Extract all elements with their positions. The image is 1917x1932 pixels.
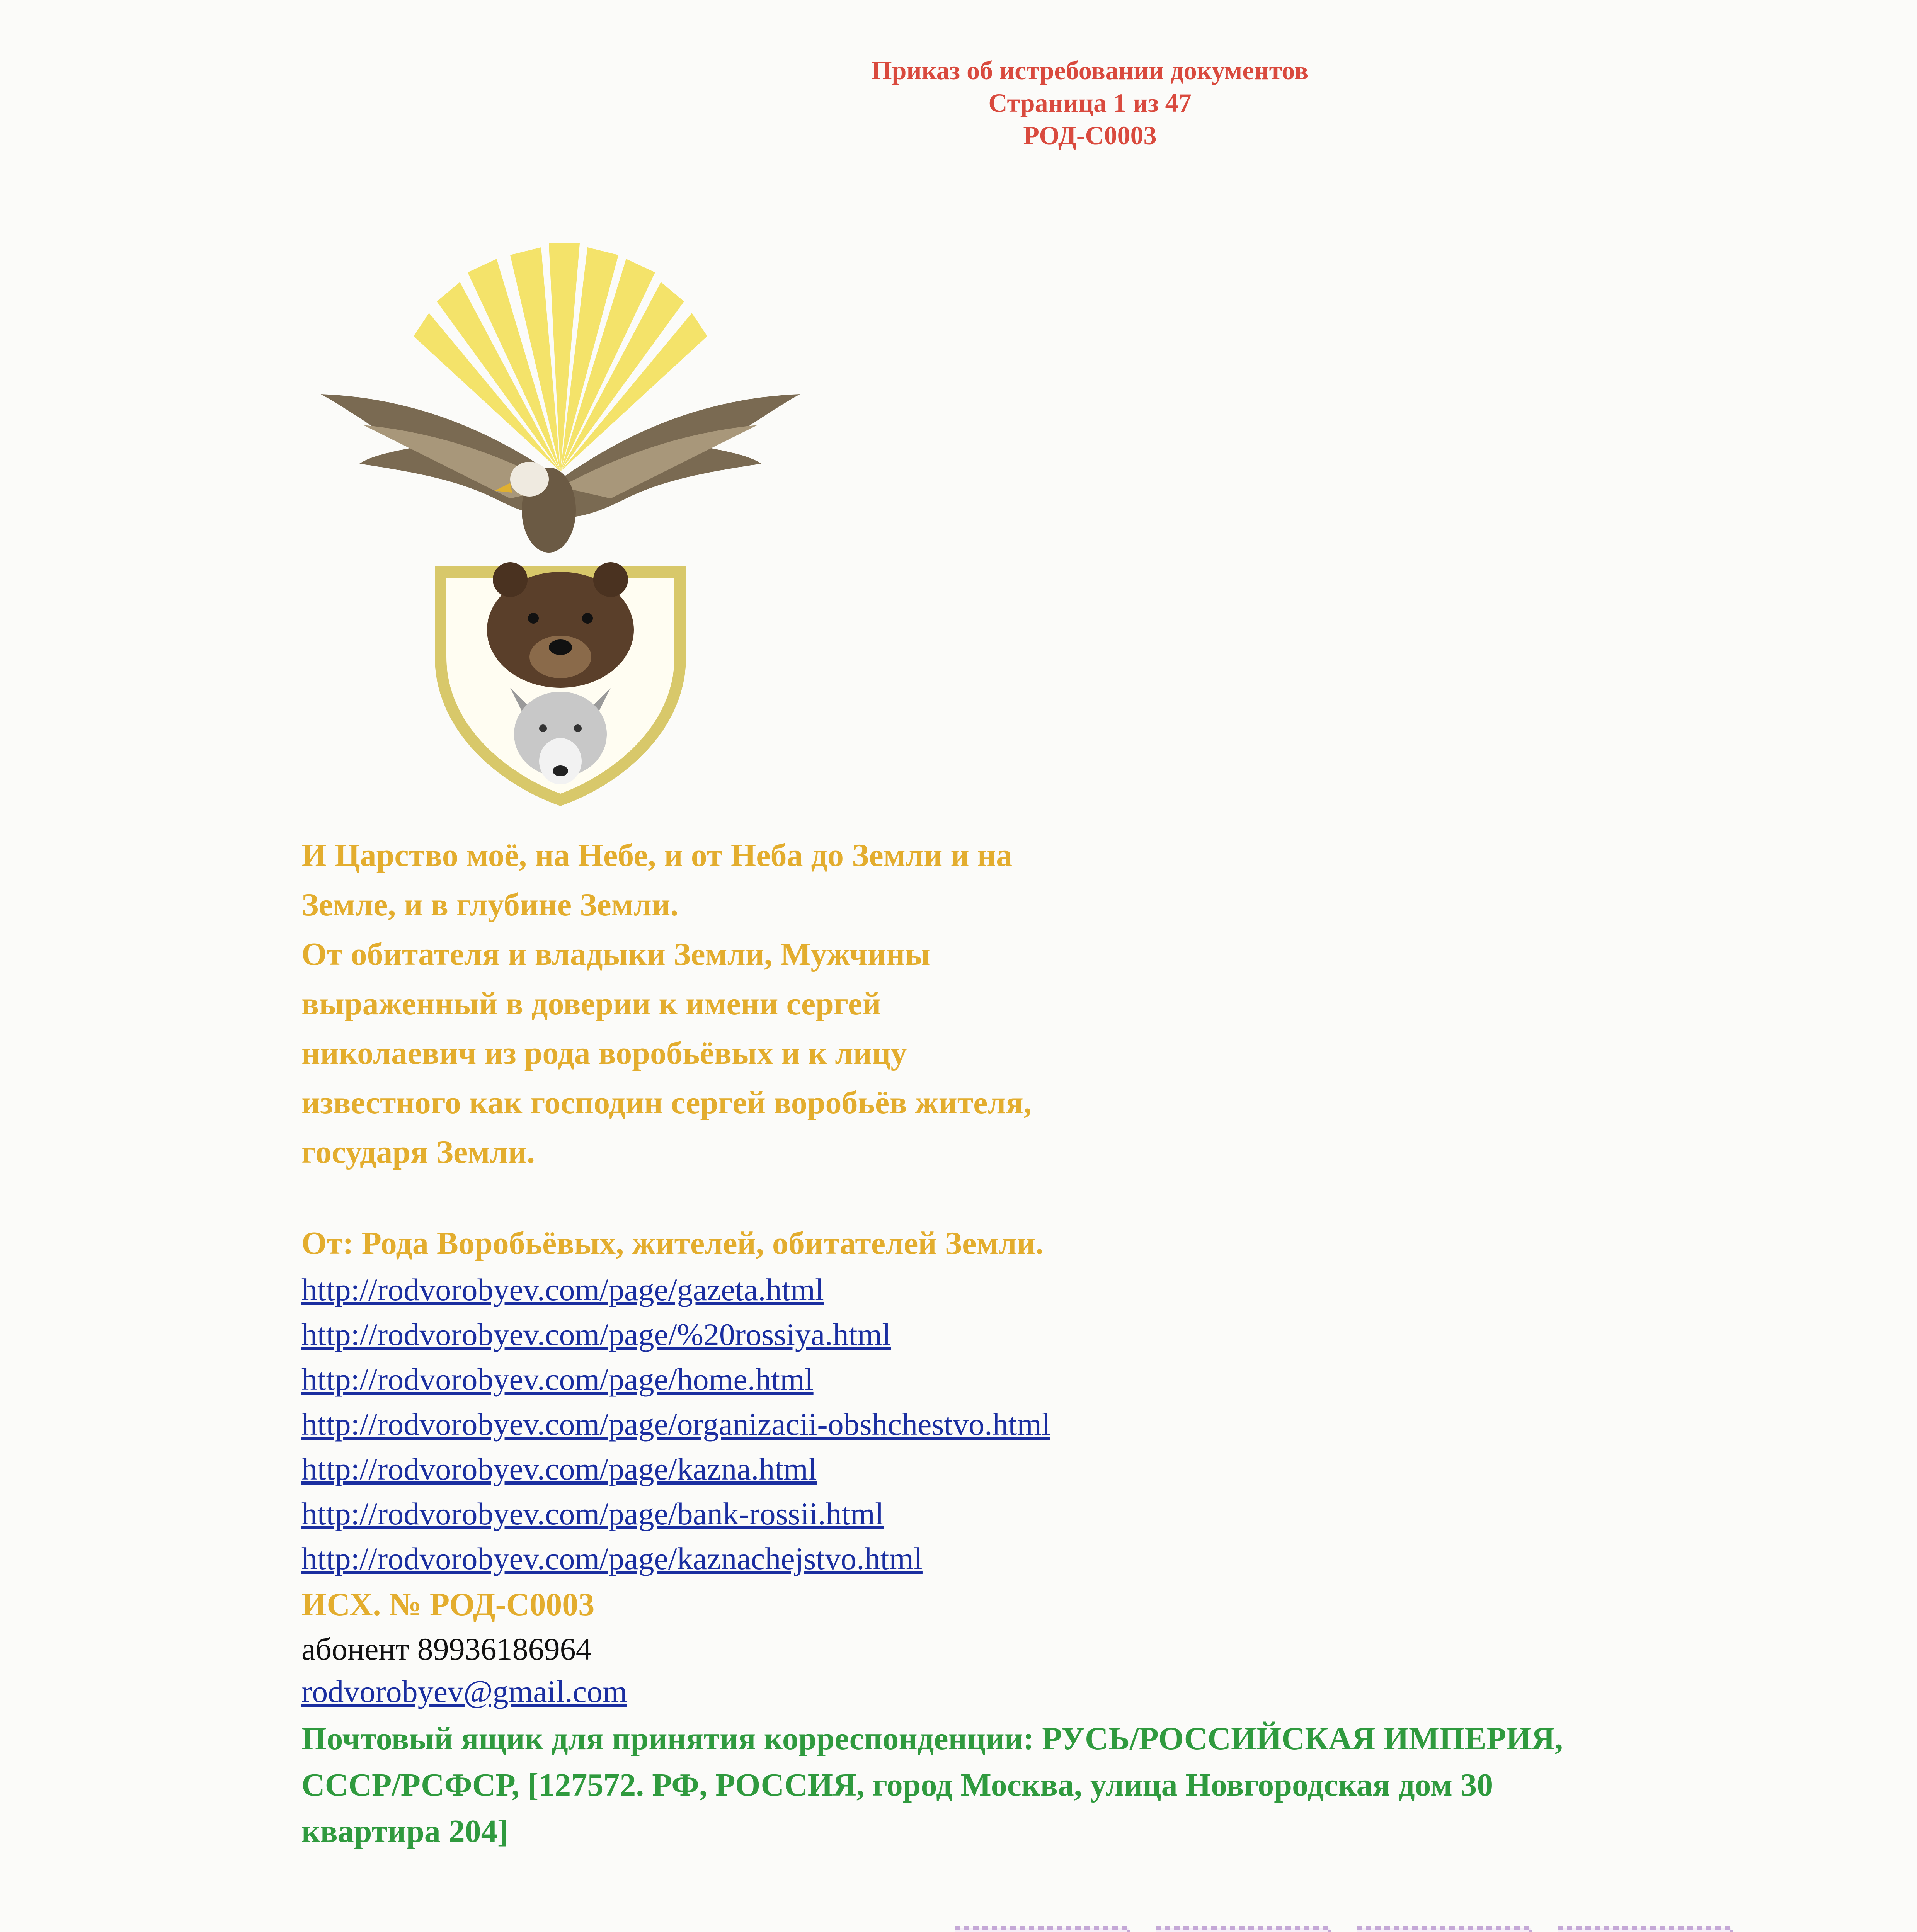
link-gazeta[interactable]: http://rodvorobyev.com/page/gazeta.html — [301, 1272, 824, 1307]
declaration-line: выраженный в доверии к имени сергей — [301, 986, 881, 1022]
link-organizacii[interactable]: http://rodvorobyev.com/page/organizacii-obshchestvo.html — [301, 1406, 1050, 1442]
declaration-line: николаевич из рода воробьёвых и к лицу — [301, 1035, 907, 1071]
postage-stamp — [1353, 1924, 1534, 1932]
document-header — [0, 54, 1917, 151]
postal-address-line: квартира 204] — [301, 1813, 508, 1849]
declaration-line: известного как господин сергей воробьёв жителя, — [301, 1085, 1032, 1121]
postal-address-line: Почтовый ящик для принятия корреспонденции: РУСЬ/РОССИЙСКАЯ ИМПЕРИЯ, — [301, 1721, 1563, 1757]
document-code: РОД-С0003 — [1023, 121, 1157, 150]
document-title: Приказ об истребовании документов — [871, 56, 1309, 85]
link-rossiya[interactable]: http://rodvorobyev.com/page/%20rossiya.html — [301, 1317, 891, 1352]
postage-stamp — [1554, 1924, 1735, 1932]
link-list — [301, 1267, 1050, 1581]
page-number: Страница 1 из 47 — [988, 88, 1192, 117]
postage-stamps — [951, 1924, 1755, 1932]
outgoing-reference: ИСХ. № РОД-С0003 — [301, 1587, 595, 1622]
postage-stamp — [951, 1924, 1132, 1932]
declaration-line: От обитателя и владыки Земли, Мужчины — [301, 936, 930, 972]
declaration-line: Земле, и в глубине Земли. — [301, 887, 679, 923]
email-link[interactable]: rodvorobyev@gmail.com — [301, 1674, 627, 1709]
postal-address — [301, 1716, 1801, 1855]
sender-line: От: Рода Воробьёвых, жителей, обитателей Земли. — [301, 1225, 1044, 1261]
link-home[interactable]: http://rodvorobyev.com/page/home.html — [301, 1362, 814, 1397]
bear-head — [487, 562, 634, 688]
declaration-line: государя Земли. — [301, 1134, 535, 1170]
postage-stamp — [1152, 1924, 1333, 1932]
link-kazna[interactable]: http://rodvorobyev.com/page/kazna.html — [301, 1451, 817, 1486]
phone-number: абонент 89936186964 — [301, 1631, 592, 1667]
postal-address-line: СССР/РСФСР, [127572. РФ, РОССИЯ, город Москва, улица Новгородская дом 30 — [301, 1767, 1493, 1803]
link-kaznachejstvo[interactable]: http://rodvorobyev.com/page/kaznachejstvo.html — [301, 1541, 923, 1576]
link-bank-rossii[interactable]: http://rodvorobyev.com/page/bank-rossii.html — [301, 1496, 884, 1531]
eagle-bear-wolf-shield-emblem-icon — [294, 232, 827, 811]
declaration — [301, 831, 1229, 1177]
declaration-line: И Царство моё, на Небе, и от Неба до Земли и на — [301, 837, 1013, 873]
